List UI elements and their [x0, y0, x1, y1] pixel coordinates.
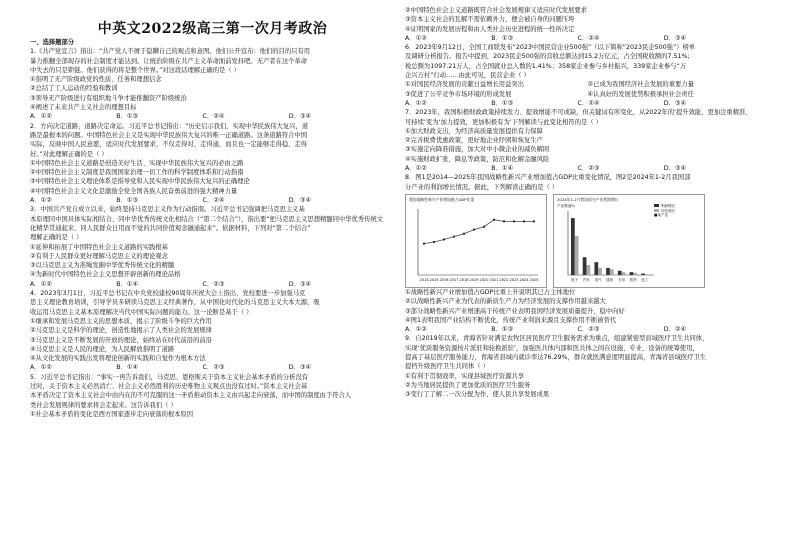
option-c[interactable]: C．②③: [202, 364, 225, 372]
text-line: ④阐述了未来共产主义社会的理想目标: [30, 104, 137, 112]
text-line: ②为当地居民提供了更加优质的医疗卫生服务: [405, 381, 531, 389]
question-5-options: [405, 34, 770, 43]
text-line: 实现‘优质服务资源按片派驻和轮换派驻’，加强医共体内部和医共体之间在设施、专业、设备的统筹使用，: [405, 344, 699, 352]
figure-1-chart: [406, 195, 546, 287]
figure-2-caption: 2024年1-2月我国部分产业利润增长: [557, 196, 619, 202]
text-line: 提高了基层医疗服务能力，青海省县域内就诊率达76.29%，群众就医满意度明显提高，青海省县域医疗卫生: [405, 354, 707, 362]
text-line: 思主义理论教育培训，引导学员多研读马克思主义经典著作，从中国化时代化的马克思主义大本大源，吸: [30, 299, 320, 307]
text-line: 化精华贯通起来、同人民群众日用而不觉的共同价值观念融通起来”。依据材料，下列对“第二个结合”: [30, 224, 311, 232]
text-line: ③变行了了解二一次分配为作，使人民共享发展成果: [405, 391, 550, 399]
text-line: ③马克思主义是不断发展的开放的理论，始终站在时代前沿的前沿: [30, 336, 212, 344]
option-c[interactable]: C．②③: [577, 326, 600, 334]
text-line: ④马克思主义是人民的理论，为人民解放指明了道路: [30, 345, 175, 353]
option-c[interactable]: C．②③: [202, 280, 225, 288]
option-c[interactable]: C．②④: [202, 197, 225, 205]
text-line: ②完善税费优惠政策，更好地企业纾困和恢复生产: [405, 137, 543, 145]
data-point: [423, 242, 425, 244]
data-point: [513, 220, 515, 222]
text-line: 路是最根本的问题。中国特色社会主义是实现中华民族伟大复兴的唯一正确道路。这条道路符合中国: [30, 131, 308, 139]
bar: [622, 272, 626, 275]
option-b[interactable]: B．①③: [491, 99, 514, 107]
text-line: ③领导无产阶级进行有组织地斗争才能推翻资产阶级统治: [30, 94, 187, 102]
text-line: 实际，反映中国人民意愿，适应时代发展要求，不仅走得对、走得通，而且也一定能够走得稳、走得: [30, 141, 308, 149]
data-point: [453, 235, 455, 237]
option-d[interactable]: D．③④: [663, 99, 687, 107]
text-line: 企兴万村”行动……由此可见，民营企业（ ）: [405, 72, 530, 80]
text-line: 收运用马克思主义基本原理解决当代中国实际问题的能力。这一论断是基于（ ）: [30, 308, 253, 316]
option-b[interactable]: B．①④: [491, 165, 514, 173]
option-b[interactable]: B．①④: [116, 280, 139, 288]
text-line: 2．方向决定道路，道路决定命运。习近平总书记指出：“历史启示我们，实现中华民族伟大复兴，道: [30, 122, 309, 130]
tick-label: 2019: [469, 277, 479, 282]
text-line: 3．中国共产党自成立以来，始终坚持马克思主义作为行动指南。习近平总书记强调把马克思主义基: [30, 206, 305, 214]
text-line: ④实施财政扩张、降息等政策，防范和化解金融风险: [405, 155, 550, 163]
text-line: ①延伸和拓展了中国特色社会主义道路的实践根基: [30, 243, 168, 251]
figure-2-legend: [654, 204, 675, 218]
tick-label: 2024: [519, 277, 529, 282]
option-a[interactable]: A．①②: [405, 326, 427, 334]
figure-1: [405, 194, 547, 288]
question-1-options: [30, 112, 395, 121]
figure-2-side-label: 产业增速%: [557, 203, 575, 208]
option-b[interactable]: B．①③: [491, 34, 514, 42]
tick-label: 2016: [439, 277, 449, 282]
tick-label: 2020: [479, 277, 489, 282]
option-a[interactable]: A．①②: [30, 364, 52, 372]
option-d[interactable]: D．③④: [288, 364, 312, 372]
option-b[interactable]: B．①③: [116, 197, 139, 205]
tick-label: 2021: [489, 277, 499, 282]
text-line: ④为新时代中国特色社会主义思想开辟创新的理论品格: [30, 271, 181, 279]
option-a[interactable]: A．①②: [30, 197, 52, 205]
text-line: ②有利于人民群众更好理解马克思主义的理论观念: [30, 252, 168, 260]
question-9: [405, 334, 770, 399]
right-column: [405, 6, 770, 400]
bar: [594, 262, 598, 275]
figures-row: [405, 194, 770, 286]
tick-label: 专用: [617, 277, 625, 282]
text-line: ②总结了工人运动的经验和教训: [30, 85, 118, 93]
bar: [633, 273, 637, 275]
tick-label: 化工: [641, 277, 649, 282]
tick-label: 通用: [606, 277, 614, 282]
text-line: ④图1表明我国产业结构不断优化，传统产业利润来源且支撑作用不断被替代: [405, 316, 617, 324]
option-c[interactable]: C．②④: [577, 34, 600, 42]
bar: [575, 236, 579, 275]
option-d[interactable]: D．③④: [288, 113, 312, 121]
figure-1-caption: 我国战略性新兴产业增加值占GDP比重: [409, 196, 475, 202]
option-a[interactable]: A．①②: [30, 113, 52, 121]
option-b[interactable]: B．①④: [116, 364, 139, 372]
data-point: [433, 241, 435, 243]
legend-label: 利润增长: [661, 203, 676, 208]
tick-label: 2015: [429, 277, 439, 282]
text-line: ①继承和发展马克思主义的思想本质，揭示了阶级斗争的巨大作用: [30, 317, 212, 325]
text-line: 6．2023年9月12日，全国工商联发布“2023中国民营企业500强”（以下简称“2023民企500强”）榜单: [405, 44, 696, 52]
text-line: 1.《共产党宣言》指出：“共产党人不屑于隐瞒自己的观点和意图。他们公开宣布：他们的目的只有用: [30, 48, 311, 56]
data-point: [473, 228, 475, 230]
option-b[interactable]: B．①③: [116, 113, 139, 121]
figure-2-chart: [554, 195, 704, 287]
question-2: [30, 122, 395, 196]
legend-swatch: [654, 204, 659, 207]
question-4: [30, 289, 395, 363]
text-line: ③实施定向降准措施，加大对中小微企业的减负解困: [405, 146, 550, 154]
q6-item: ③促进了公平竞争市场环境的形成发展: [405, 90, 512, 98]
bar: [586, 265, 590, 275]
text-line: ④证明国家的发展历程和由人类社会历史进程的统一性所决定: [405, 25, 575, 33]
series-line: [424, 220, 534, 244]
question-5: [30, 373, 395, 419]
text-line: 可持续’变为‘加力提效，更加积极有为’下列解读与此变化相符的是（ ）: [405, 118, 602, 126]
text-line: 税总额为1097.21万人，占全国就业总人数的1.41%；358家企业参与乡村振兴，339家企业参与“万: [405, 62, 687, 70]
text-line: ①有利于贯彻效率，实现县域医疗资源共享: [405, 372, 524, 380]
q6-item: ④认真好的发展优势积极承担社会责任: [587, 90, 694, 98]
tick-label: 2023: [509, 277, 519, 282]
question-3-options: [30, 280, 395, 289]
question-7: [405, 108, 770, 164]
left-column: [30, 38, 395, 419]
question-8-items: [405, 288, 770, 325]
text-line: ①中国特色社会主义道路是创造美好生活、实现中华民族伟大复兴的必由之路: [30, 159, 244, 167]
text-line: ④从文化发展的实践出发将理论创新的实践和自觉作为根本方法: [30, 355, 206, 363]
question-7-options: [405, 164, 770, 173]
bar: [606, 268, 610, 275]
text-line: 9．自2019年以来，青海省针对满足农牧区居民医疗卫生服务需求为重点，组建紧密型县域医疗卫生共同体，: [405, 335, 709, 343]
tick-label: 2018: [459, 277, 469, 282]
text-line: 暴力推翻全部现存的社会制度才能达到。让统治阶级在共产主义革命面前发抖吧。无产者在这个革命: [30, 57, 308, 65]
question-8-options: [405, 325, 770, 334]
question-6-items: [405, 80, 770, 99]
text-line: ②中国特色社会主义道路既符合社会发展规律又适应时代发展要求: [405, 7, 587, 14]
bar: [641, 274, 645, 275]
tick-label: 电子: [571, 277, 579, 282]
bar: [610, 269, 614, 275]
figure-2: [553, 194, 705, 288]
option-d[interactable]: D．②④: [663, 326, 687, 334]
question-5-continued: [405, 6, 770, 34]
question-1: [30, 47, 395, 112]
bar: [630, 272, 634, 275]
text-line: 提档升级医疗卫生共同体（ ）: [405, 363, 489, 371]
data-point: [493, 219, 495, 221]
data-point: [523, 220, 525, 222]
text-line: 5．习近平总书记指出：“事实一再告诉我们，马克思、恩格斯关于资本主义社会基本矛盾的分析没有: [30, 373, 309, 381]
q6-item: ②已成为我国经济社会发展的重要力量: [587, 81, 694, 89]
text-line: ①社会基本矛盾的变化是西方国家逐步走向衰落的根本原因: [30, 410, 194, 418]
data-point: [533, 220, 535, 222]
text-line: 类社会发展规律的要求将会走起来。这告诉我们（ ）: [30, 401, 177, 409]
data-point: [503, 220, 505, 222]
question-8: [405, 173, 770, 192]
data-point: [463, 233, 465, 235]
tick-label: 2014: [419, 277, 429, 282]
option-a[interactable]: A．①②: [30, 280, 52, 288]
option-a[interactable]: A．①②: [405, 99, 427, 107]
figure-2-side-label: ■某产业: [654, 213, 669, 218]
option-c[interactable]: C．②④: [202, 113, 225, 121]
tick-label: 汽车: [582, 277, 590, 282]
text-line: 分产业的利润增长情况。据此，下列解读正确的是（ ）: [405, 183, 559, 191]
data-point: [443, 238, 445, 240]
text-line: ③以马克思主义为准绳发掘中华优秀传统文化的精髓: [30, 262, 175, 270]
option-a[interactable]: A．①②: [405, 34, 427, 42]
tick-label: 2025: [529, 277, 539, 282]
option-b[interactable]: B．①③: [491, 326, 514, 334]
bar: [583, 257, 587, 275]
text-line: 过时，关于资本主义必然消亡、社会主义必然胜利的历史唯物主义观点也没有过时。”资本主义社会基: [30, 382, 308, 390]
text-line: ③中国特色社会主义理论体系是指导党和人民实现中华民族伟大复兴的正确理论: [30, 178, 250, 186]
axis: [568, 211, 654, 275]
section-heading: 一、选择题部分: [30, 39, 75, 46]
text-line: ②中国特色社会主义制度是我国国家治理一切工作的科学制度体系和行动指南: [30, 169, 244, 177]
tick-label: 医药: [629, 277, 637, 282]
tick-label: 电气: [594, 277, 602, 282]
text-line: ④中国特色社会主义文化是激励全党全国各族人民奋勇前进的强大精神力量: [30, 187, 238, 195]
option-c[interactable]: C．②③: [577, 165, 600, 173]
text-line: 4．2023年3月1日，习近平总书记在中央党校建校90周年庆祝大会上指出，党校要进一步加强马克: [30, 290, 306, 298]
legend-label: 同比增长: [661, 208, 676, 213]
text-line: 本原理同中国具体实际相结合、同中华优秀传统文化相结合（“第二个结合”），指出要“把马克思主义思想精髓同中华优秀传统文: [30, 215, 383, 223]
question-6: [405, 43, 770, 80]
data-point: [483, 226, 485, 228]
option-a[interactable]: A．①②: [405, 165, 427, 173]
text-line: ③部分战略性新兴产业增速高于传统产业表明我国经济发展质量提升、稳中向好: [405, 307, 625, 315]
question-6-options: [405, 99, 770, 108]
option-d[interactable]: D．③④: [288, 197, 312, 205]
bar: [645, 274, 649, 275]
option-d[interactable]: D．③④: [663, 165, 687, 173]
page-title: 中英文2022级高三第一次月考政治: [97, 21, 328, 37]
option-d[interactable]: D．③④: [288, 280, 312, 288]
text-line: 中失去的只是锁链。他们获得的将是整个世界。”对这段话理解正确的是（ ）: [30, 66, 240, 74]
text-line: 好。”对此理解正确的是（ ）: [30, 150, 108, 158]
text-line: ③资本主义社会的瓦解不需依赖外力，便会被自身的问题压垮: [405, 16, 575, 24]
tick-label: 2022: [499, 277, 509, 282]
text-line: ②以战略性新兴产业为代表的新质生产力为经济发展的支撑作用越来越大: [405, 298, 606, 306]
option-c[interactable]: C．②④: [577, 99, 600, 107]
question-2-options: [30, 196, 395, 205]
question-4-options: [30, 363, 395, 372]
text-line: 本矛盾决定了资本主义社会中由内在的不可克服的这一矛盾推动资本主义由兴起走向衰落，而中国的制度由于符合人: [30, 392, 352, 400]
legend-swatch: [654, 209, 659, 212]
text-line: ①加大财政支出，为经济高质量发展提供有力保障: [405, 127, 543, 135]
tick-label: 2017: [449, 277, 459, 282]
text-line: ②马克思主义是科学的理论，创造性地揭示了人类社会的发展规律: [30, 327, 212, 335]
q6-item: ①对国民经济发展的贡献日益增长用益突出: [405, 81, 524, 89]
question-3: [30, 205, 395, 279]
bar: [598, 268, 602, 275]
text-line: 7．2023年，我国积极财政政策持续发力、提效增能不可或缺，但关键词有所变化，从2022年的‘提升效能，更加注重精准、: [405, 109, 752, 117]
text-line: 及调研分析报告。报告中提到，2023民企500强的营收总额达到15.2万亿元，占全国税收额的7.51%;: [405, 53, 690, 61]
bar: [618, 271, 622, 275]
axis: [418, 209, 538, 275]
bar: [571, 218, 575, 275]
text-line: 理解正确的是（ ）: [30, 234, 83, 242]
text-line: 8．图1是2014—2025年我国战略性新兴产业增加值占GDP比重变化情况，图2是2024年1-2月我国部: [405, 174, 691, 182]
text-line: ①指明了无产阶级政党的性质、任务和理想信念: [30, 76, 162, 84]
option-d[interactable]: D．③④: [663, 34, 687, 42]
text-line: ①战略性新兴产业增加值占GDP比重上升说明其已占主体地位: [405, 288, 576, 296]
